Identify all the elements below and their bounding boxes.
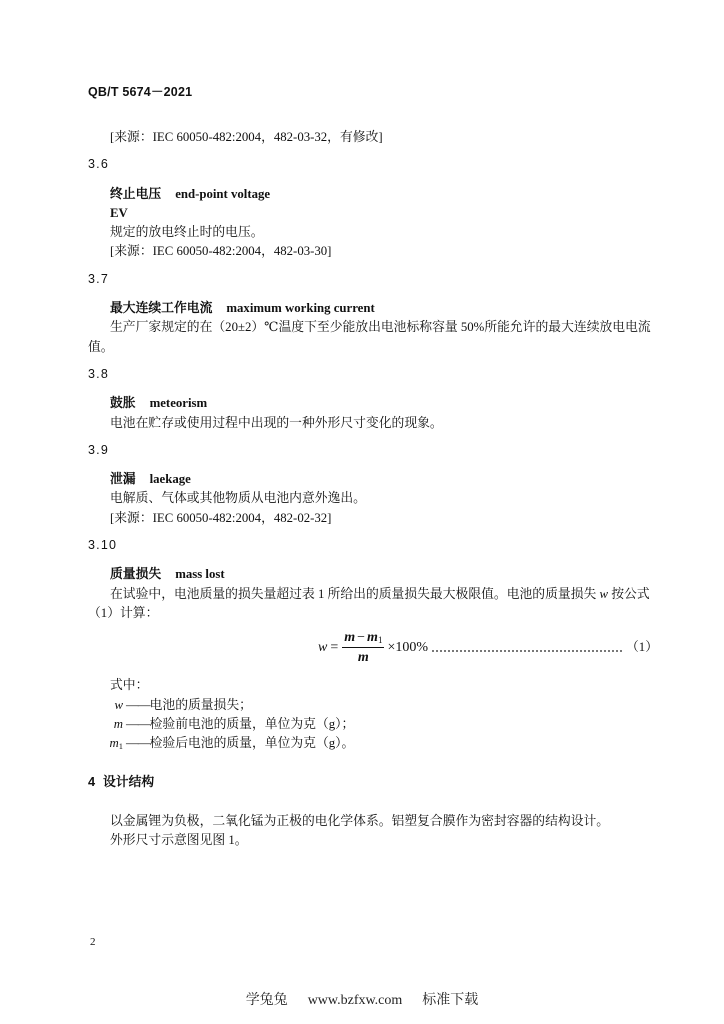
term-definition: 电池在贮存或使用过程中出现的一种外形尺寸变化的现象。 bbox=[110, 415, 443, 430]
fraction-denominator: m bbox=[357, 649, 369, 665]
symbol-description: 电池的质量损失； bbox=[149, 697, 252, 712]
symbol-dash: —— bbox=[126, 716, 150, 731]
numerator-m1: m bbox=[367, 629, 378, 645]
equation-number: （1） bbox=[626, 639, 658, 654]
definition-variable: w bbox=[599, 586, 609, 601]
section-number: 4 bbox=[88, 774, 96, 790]
clause-number: 3.10 bbox=[88, 538, 118, 553]
term-source: [来源：IEC 60050-482:2004，482-02-32] bbox=[110, 510, 332, 525]
mass-loss-formula bbox=[88, 625, 658, 669]
clause-number: 3.8 bbox=[88, 366, 109, 381]
where-label: 式中： bbox=[110, 678, 149, 693]
symbol-definition bbox=[88, 734, 658, 753]
term-title bbox=[88, 394, 658, 413]
term-title bbox=[88, 565, 658, 584]
numerator-minus: − bbox=[357, 629, 366, 645]
term-zh: 最大连续工作电流 bbox=[110, 301, 213, 316]
footer-tagline: 标准下载 bbox=[422, 993, 479, 1008]
term-en: end-point voltage bbox=[175, 186, 271, 201]
term-zh: 泄漏 bbox=[110, 472, 136, 487]
symbol: m bbox=[113, 716, 123, 731]
term-en: maximum working current bbox=[226, 301, 375, 316]
clause-number: 3.7 bbox=[88, 271, 109, 286]
footer-url: www.bzfxw.com bbox=[307, 993, 403, 1008]
term-definition: 规定的放电终止时的电压。 bbox=[110, 225, 264, 240]
footer-site-name: 学兔兔 bbox=[245, 993, 288, 1008]
formula-equals: = bbox=[330, 639, 339, 655]
section-paragraph: 以金属锂为负极，二氧化锰为正极的电化学体系。铝塑复合膜作为密封容器的结构设计。 bbox=[110, 813, 610, 828]
section-title: 设计结构 bbox=[103, 774, 155, 790]
term-en: mass lost bbox=[175, 567, 225, 582]
standard-number-header: QB/T 5674－2021 bbox=[88, 85, 193, 99]
term-definition bbox=[88, 585, 658, 624]
term-zh: 鼓胀 bbox=[110, 396, 136, 411]
formula-fraction bbox=[342, 629, 384, 666]
clause-number: 3.9 bbox=[88, 442, 109, 457]
formula-lhs: w bbox=[318, 639, 328, 655]
symbol: $m_1$ bbox=[109, 736, 123, 752]
document-body bbox=[88, 128, 658, 850]
definition-text: 按公式（1）计算： bbox=[88, 586, 650, 620]
term-en: laekage bbox=[149, 472, 191, 487]
continued-source: [来源：IEC 60050-482:2004，482-03-32，有修改] bbox=[110, 130, 383, 144]
term-en: meteorism bbox=[149, 396, 208, 411]
term-abbreviation: EV bbox=[110, 205, 128, 220]
page-number: 2 bbox=[90, 936, 96, 948]
term-definition: 电解质、气体或其他物质从电池内意外逸出。 bbox=[110, 491, 366, 506]
symbol-dash: —— bbox=[126, 697, 150, 712]
term-zh: 终止电压 bbox=[110, 186, 162, 201]
symbol-definition bbox=[88, 696, 658, 715]
term-title bbox=[88, 299, 658, 318]
symbol-description: 检验前电池的质量，单位为克（g）； bbox=[149, 716, 355, 731]
term-source: [来源：IEC 60050-482:2004，482-03-30] bbox=[110, 244, 332, 259]
section-heading bbox=[88, 772, 658, 791]
watermark-footer bbox=[0, 991, 724, 1011]
formula-times-percent: ×100% bbox=[387, 639, 428, 655]
dot-leader bbox=[431, 649, 623, 653]
term-title bbox=[88, 185, 658, 204]
section-paragraph: 外形尺寸示意图见图 1。 bbox=[110, 833, 248, 848]
symbol-description: 检验后电池的质量，单位为克（g）。 bbox=[149, 736, 355, 751]
term-zh: 质量损失 bbox=[110, 567, 162, 582]
definition-text: 在试验中，电池质量的损失量超过表 1 所给出的质量损失最大极限值。电池的质量损失 bbox=[110, 586, 600, 601]
symbol: w bbox=[114, 697, 123, 712]
symbol-definition bbox=[88, 715, 658, 734]
term-definition: 生产厂家规定的在（20±2）℃温度下至少能放出电池标称容量 50%所能允许的最大连续放电电流值。 bbox=[88, 320, 651, 354]
symbol-dash: —— bbox=[126, 736, 150, 751]
fraction-numerator bbox=[342, 629, 384, 648]
numerator-m: m bbox=[344, 629, 356, 645]
clause-number: 3.6 bbox=[88, 157, 109, 172]
term-title bbox=[88, 470, 658, 489]
numerator-subscript: 1 bbox=[377, 634, 383, 645]
